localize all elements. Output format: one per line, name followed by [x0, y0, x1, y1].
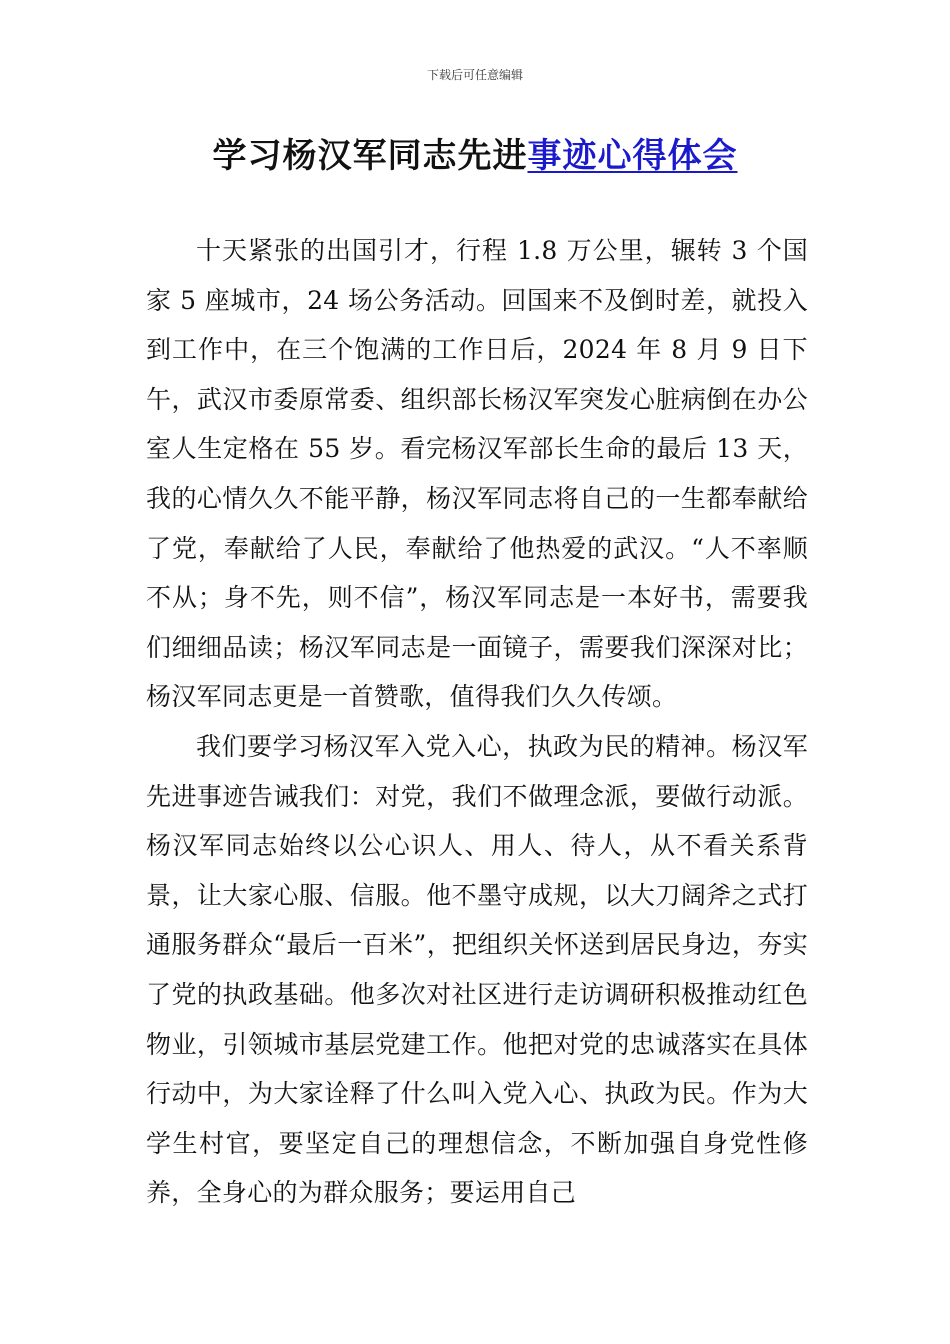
document-body [146, 226, 808, 1218]
paragraph-2: 我们要学习杨汉军入党入心，执政为民的精神。杨汉军先进事迹告诫我们：对党，我们不做理念派，要做行动派。杨汉军同志始终以公心识人、用人、待人，从不看关系背景，让大家心服、信服。他不墨守成规，以大刀阔斧之式打通服务群众“最后一百米”，把组织关怀送到居民身边，夯实了党的执政基础。他多次对社区进行走访调研积极推动红色物业，引领城市基层党建工作。他把对党的忠诚落实在具体行动中，为大家诠释了什么叫入党入心、执政为民。作为大学生村官，要坚定自己的理想信念，不断加强自身党性修养，全身心的为群众服务；要运用自己 [146, 731, 808, 1208]
page-header-note: 下载后可任意编辑 [426, 68, 523, 82]
paragraph-1: 十天紧张的出国引才，行程 1.8 万公里，辗转 3 个国家 5 座城市，24 场公务活动。回国来不及倒时差，就投入到工作中，在三个饱满的工作日后，2024 年 8 月 9 日下午，武汉市委原常委、组织部长杨汉军突发心脏病倒在办公室人生定格在 55 岁。看完杨汉军部长生命的最后 13 天，我的心情久久不能平静，杨汉军同志将自己的一生都奉献给了党，奉献给了人民，奉献给了他热爱的武汉。“人不率顺不从；身不先，则不信”，杨汉军同志是一本好书，需要我们细细品读；杨汉军同志是一面镜子，需要我们深深对比；杨汉军同志更是一首赞歌，值得我们久久传颂。 [146, 236, 808, 712]
title-text: 学习杨汉军同志先进 [212, 136, 528, 176]
document-title [0, 128, 950, 177]
title-link[interactable]: 事迹心得体会 [527, 136, 738, 176]
